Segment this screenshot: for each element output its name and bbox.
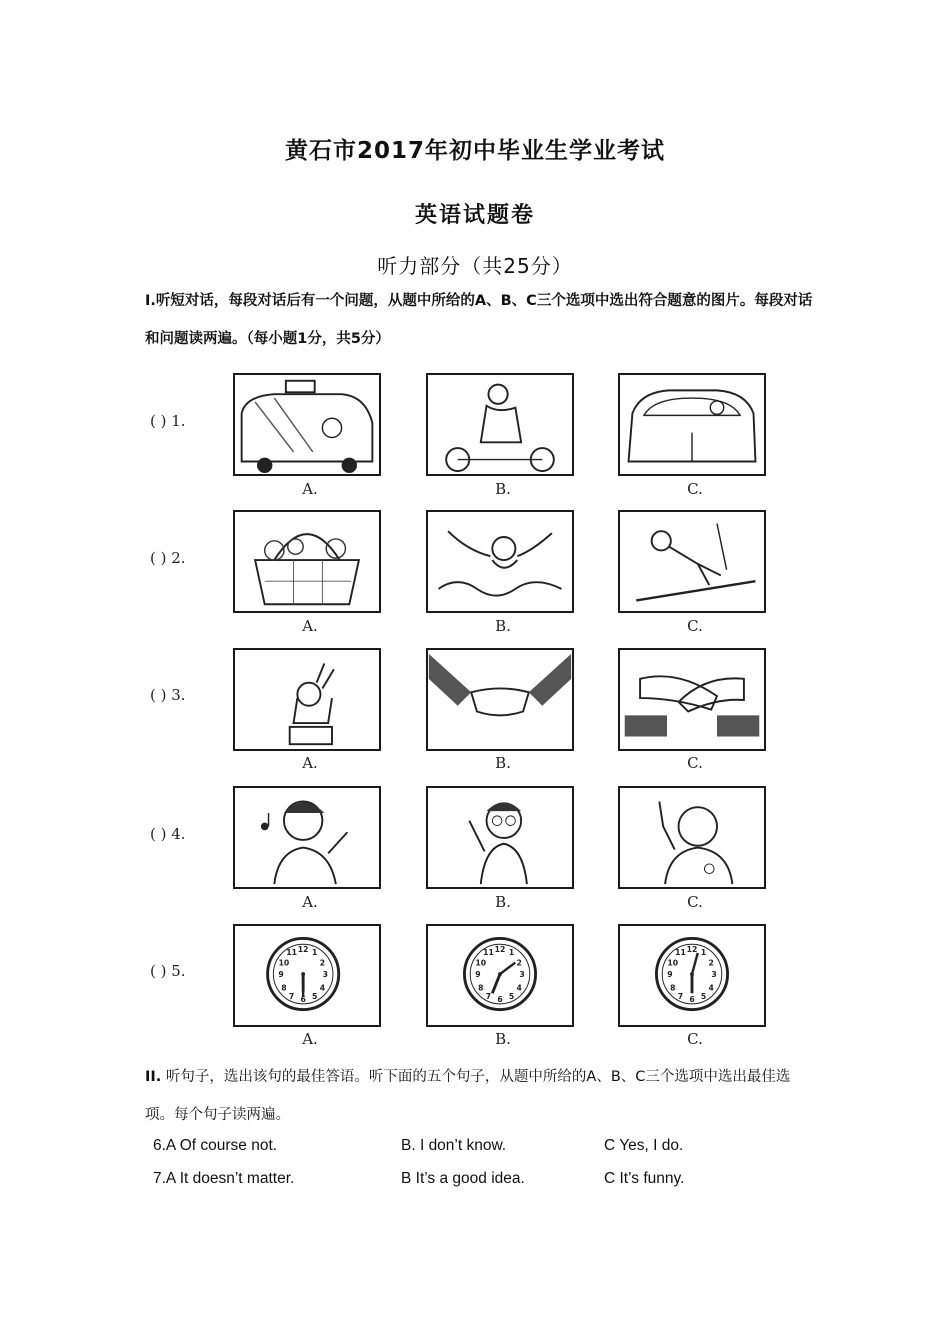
caption-3a: A. [302, 754, 318, 772]
q6-option-b[interactable]: B. I don’t know. [401, 1137, 507, 1154]
exam-title: 黄石市2017年初中毕业生学业考试 [284, 138, 665, 164]
caption-2c: C. [687, 617, 703, 635]
swimming-icon [428, 512, 572, 611]
svg-text:8: 8 [281, 983, 287, 993]
svg-text:4: 4 [516, 983, 522, 993]
caption-3c: C. [687, 754, 703, 772]
part2-label: II. [145, 1069, 162, 1085]
svg-text:6: 6 [300, 994, 306, 1004]
svg-text:10: 10 [475, 958, 487, 968]
svg-text:12: 12 [297, 944, 309, 954]
svg-text:6: 6 [689, 994, 695, 1004]
svg-text:2: 2 [708, 958, 714, 968]
astronaut-icon [620, 788, 764, 887]
svg-text:1: 1 [700, 947, 707, 957]
clapping-icon [620, 650, 764, 749]
svg-text:8: 8 [478, 983, 484, 993]
q7-option-a[interactable]: 7.A It doesn’t matter. [153, 1170, 295, 1187]
picture-4b-scientist[interactable] [426, 786, 574, 889]
svg-text:7: 7 [485, 992, 492, 1002]
svg-text:8: 8 [670, 983, 676, 993]
caption-5b: B. [495, 1030, 511, 1048]
svg-text:2: 2 [516, 958, 522, 968]
svg-text:11: 11 [675, 947, 686, 957]
q7-option-c[interactable]: C It’s funny. [604, 1170, 685, 1187]
caption-5a: A. [302, 1030, 318, 1048]
bicycle-icon [428, 375, 572, 474]
svg-text:3: 3 [322, 969, 328, 979]
svg-text:10: 10 [278, 958, 290, 968]
question-2-label: ( ) 2. [150, 549, 186, 567]
picture-3a-ok-gesture[interactable] [233, 648, 381, 751]
picture-5b-clock[interactable] [426, 924, 574, 1027]
svg-text:9: 9 [475, 969, 481, 979]
question-4-label: ( ) 4. [150, 825, 186, 843]
part2-text: 听句子，选出该句的最佳答语。听下面的五个句子，从题中所给的A、B、C三个选项中选出最佳选项。每个句子读两遍。 [145, 1069, 791, 1123]
svg-text:12: 12 [494, 944, 506, 954]
svg-text:1: 1 [312, 947, 318, 957]
svg-text:7: 7 [677, 992, 684, 1002]
picture-1b-bicycle[interactable] [426, 373, 574, 476]
question-3-label: ( ) 3. [150, 686, 186, 704]
picture-2b-swimming[interactable] [426, 510, 574, 613]
clock-icon [428, 926, 572, 1025]
svg-text:4: 4 [708, 983, 714, 993]
svg-text:6: 6 [497, 994, 503, 1004]
picture-3b-handshake[interactable] [426, 648, 574, 751]
handshake-icon [428, 650, 572, 749]
q7-option-b[interactable]: B It’s a good idea. [401, 1170, 525, 1187]
picture-4c-astronaut[interactable] [618, 786, 766, 889]
svg-text:5: 5 [312, 992, 318, 1002]
part2-instruction [145, 1058, 815, 1134]
svg-text:2: 2 [319, 958, 326, 968]
caption-4c: C. [687, 893, 703, 911]
picture-1c-car[interactable] [618, 373, 766, 476]
svg-text:3: 3 [519, 969, 525, 979]
caption-2a: A. [302, 617, 318, 635]
ok-hand-icon [235, 650, 379, 749]
question-1-label: ( ) 1. [150, 412, 186, 430]
caption-5c: C. [687, 1030, 703, 1048]
singer-icon [235, 788, 379, 887]
picture-3c-clapping[interactable] [618, 648, 766, 751]
caption-4a: A. [302, 893, 318, 911]
clock-icon [235, 926, 379, 1025]
taxi-icon [235, 375, 379, 474]
svg-text:4: 4 [319, 983, 326, 993]
clock-icon [620, 926, 764, 1025]
svg-text:10: 10 [667, 958, 679, 968]
question-5-label: ( ) 5. [150, 962, 186, 980]
picture-2a-basket[interactable] [233, 510, 381, 613]
svg-text:11: 11 [483, 947, 494, 957]
caption-3b: B. [495, 754, 511, 772]
svg-text:5: 5 [700, 992, 707, 1002]
caption-2b: B. [495, 617, 511, 635]
car-icon [620, 375, 764, 474]
q6-option-a[interactable]: 6.A Of course not. [153, 1137, 278, 1154]
section-heading: 听力部分（共25分） [377, 254, 573, 278]
caption-1a: A. [302, 480, 318, 498]
q6-option-c[interactable]: C Yes, I do. [604, 1137, 684, 1154]
svg-text:5: 5 [508, 992, 515, 1002]
part1-instruction: Ⅰ.听短对话，每段对话后有一个问题，从题中所给的A、B、C三个选项中选出符合题意的图片。每段对话和问题读两遍。（每小题1分，共5分） [145, 293, 813, 347]
svg-text:7: 7 [288, 992, 295, 1002]
picture-1a-taxi[interactable] [233, 373, 381, 476]
scientist-icon [428, 788, 572, 887]
svg-text:11: 11 [286, 947, 297, 957]
caption-1b: B. [495, 480, 511, 498]
svg-text:1: 1 [508, 947, 515, 957]
svg-text:3: 3 [711, 969, 717, 979]
picture-5c-clock[interactable] [618, 924, 766, 1027]
svg-text:9: 9 [667, 969, 673, 979]
basket-icon [235, 512, 379, 611]
caption-4b: B. [495, 893, 511, 911]
caption-1c: C. [687, 480, 703, 498]
exam-subtitle: 英语试题卷 [414, 203, 535, 228]
picture-4a-singer[interactable] [233, 786, 381, 889]
svg-text:12: 12 [686, 944, 698, 954]
picture-5a-clock[interactable] [233, 924, 381, 1027]
picture-2c-skiing[interactable] [618, 510, 766, 613]
svg-text:9: 9 [278, 969, 284, 979]
skiing-icon [620, 512, 764, 611]
